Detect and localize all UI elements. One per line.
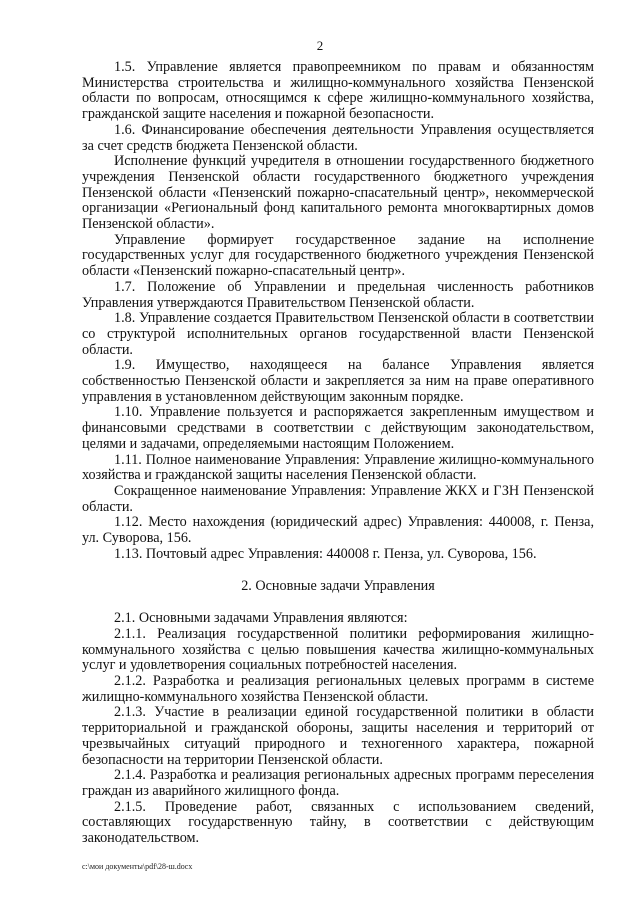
paragraph-1-10: 1.10. Управление пользуется и распоряжается закрепленным имуществом и финансовыми средствами в соответствии с действующим законодательством, целями и задачами, определяемыми настоящим Положением. [82, 404, 594, 452]
section-2-heading: 2. Основные задачи Управления [241, 577, 435, 594]
paragraph-2-1: 2.1. Основными задачами Управления являются: [114, 610, 408, 627]
document-body [82, 60, 594, 847]
paragraph-1-11: 1.11. Полное наименование Управления: Управление жилищно-коммунального хозяйства и гражданской защиты населения Пензенской области. [82, 451, 594, 484]
paragraph-1-5: 1.5. Управление является правопреемником по правам и обязанностям Министерства строительства и жилищно-коммунального хозяйства Пензенской области по вопросам, относящимся к сфере жилищно-коммунального хозяйства, гражданской защите населения и пожарной безопасности. [82, 59, 594, 123]
paragraph-2-1-2: 2.1.2. Разработка и реализация региональных целевых программ в системе жилищно-коммунального хозяйства Пензенской области. [82, 673, 594, 705]
page-number: 2 [316, 38, 324, 53]
paragraph-1-7: 1.7. Положение об Управлении и предельная численность работников Управления утверждаются Правительством Пензенской области. [82, 278, 594, 311]
paragraph-2-1-3: 2.1.3. Участие в реализации единой государственной политики в области территориальной и гражданской обороны, защиты населения и территорий от чрезвычайных ситуаций природного и техногенного характера, пожарной безопасности на территории Пензенской области. [82, 704, 594, 768]
paragraph-1-12: 1.12. Место нахождения (юридический адрес) Управления: 440008, г. Пенза, ул. Суворова, 156. [82, 514, 594, 547]
paragraph-2-1-1: 2.1.1. Реализация государственной политики реформирования жилищно-коммунального хозяйства с целью повышения качества жилищно-коммунальных услуг и удовлетворения социальных потребностей населения. [82, 625, 594, 674]
paragraph-1-13: 1.13. Почтовый адрес Управления: 440008 г. Пенза, ул. Суворова, 156. [114, 545, 537, 562]
paragraph-2-1-4: 2.1.4. Разработка и реализация региональных адресных программ переселения граждан из аварийного жилищного фонда. [82, 767, 594, 799]
paragraph-state-assignment: Управление формирует государственное задание на исполнение государственных услуг для государственного бюджетного учреждения Пензенской области «Пензенский пожарно-спасательный центр». [82, 231, 594, 280]
paragraph-founder-functions: Исполнение функций учредителя в отношении государственного бюджетного учреждения Пензенской области государственного бюджетного учреждения Пензенской области «Пензенский пожарно-спасательный центр», некоммерческой организации «Региональный фонд капитального ремонта многоквартирных домов Пензенской области». [82, 153, 594, 233]
paragraph-1-8: 1.8. Управление создается Правительством Пензенской области в соответствии со структурой исполнительных органов государственной власти Пензенской области. [82, 310, 594, 358]
paragraph-1-9: 1.9. Имущество, находящееся на балансе Управления является собственностью Пензенской области и закрепляется за ним на праве оперативного управления в установленном действующим законным порядке. [82, 357, 594, 405]
footer-file-path: c:\мои документы\pdf\28-ш.docx [82, 862, 193, 871]
paragraph-1-6: 1.6. Финансирование обеспечения деятельности Управления осуществляется за счет средств бюджета Пензенской области. [82, 121, 594, 154]
paragraph-short-name: Сокращенное наименование Управления: Управление ЖКХ и ГЗН Пензенской области. [82, 482, 594, 515]
paragraph-2-1-5: 2.1.5. Проведение работ, связанных с использованием сведений, составляющих государственную тайну, в соответствии с действующим законодательством. [82, 798, 594, 847]
